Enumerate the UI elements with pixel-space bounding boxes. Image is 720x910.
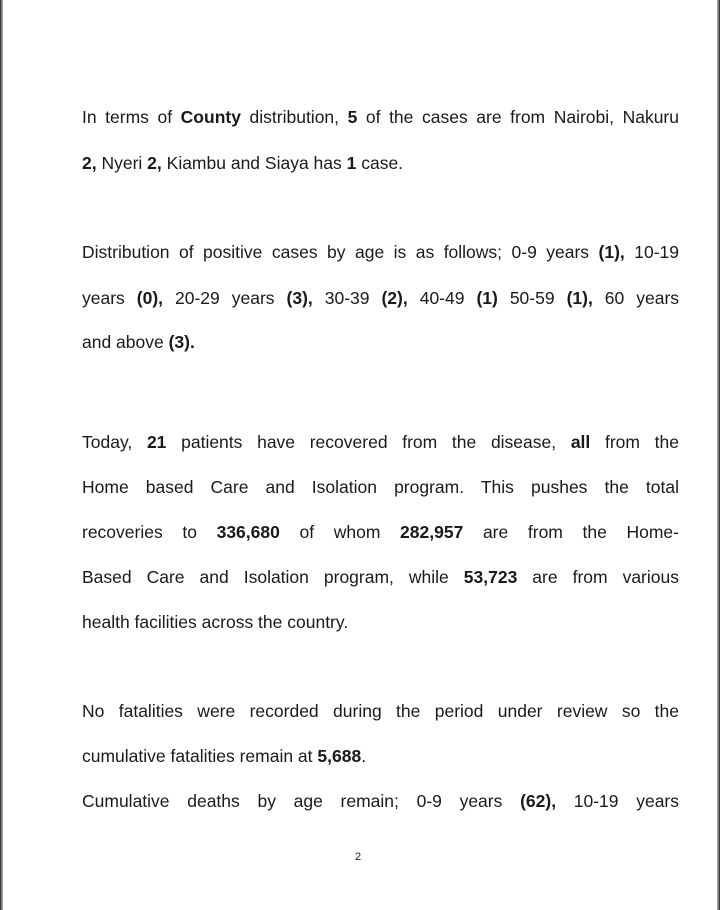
cumulative-fatalities: 5,688 bbox=[317, 746, 362, 766]
total-recoveries: 336,680 bbox=[216, 522, 280, 542]
nakuru-count: 2, bbox=[82, 153, 97, 173]
page-number: 2 bbox=[355, 851, 362, 863]
facility-recoveries: 53,723 bbox=[463, 567, 518, 587]
age-line-3: and above (3). bbox=[82, 332, 195, 352]
nairobi-count: 5 bbox=[347, 107, 358, 127]
county-line-2: 2, Nyeri 2, Kiambu and Siaya has 1 case. bbox=[82, 153, 404, 173]
page-edge-left bbox=[0, 0, 3, 910]
recovered-today: 21 bbox=[146, 432, 167, 452]
county-label: County bbox=[180, 107, 241, 127]
recoveries-line-4: Based Care and Isolation program, while 53,723 are from various bbox=[82, 567, 679, 587]
fatalities-line-2: cumulative fatalities remain at 5,688. bbox=[82, 746, 367, 766]
kiambu-siaya-count: 1 bbox=[346, 153, 357, 173]
recoveries-line-1: Today, 21 patients have recovered from the disease, all from the bbox=[82, 432, 679, 452]
recoveries-line-3: recoveries to 336,680 of whom 282,957 are from the Home- bbox=[82, 522, 679, 542]
age-line-2: years (0), 20-29 years (3), 30-39 (2), 40-49 (1) 50-59 (1), 60 years bbox=[82, 288, 680, 308]
county-line-1: In terms of County distribution, 5 of the cases are from Nairobi, Nakuru bbox=[82, 107, 679, 127]
fatalities-line-3: Cumulative deaths by age remain; 0-9 years (62), 10-19 years bbox=[82, 791, 680, 811]
recoveries-line-5: health facilities across the country. bbox=[82, 612, 349, 632]
recoveries-line-2: Home based Care and Isolation program. This pushes the total bbox=[82, 477, 679, 497]
nyeri-count: 2, bbox=[147, 153, 162, 173]
age-line-1: Distribution of positive cases by age is as follows; 0-9 years (1), 10-19 bbox=[82, 242, 680, 262]
home-based-recoveries: 282,957 bbox=[400, 522, 464, 542]
fatalities-line-1: No fatalities were recorded during the period under review so the bbox=[82, 701, 679, 721]
